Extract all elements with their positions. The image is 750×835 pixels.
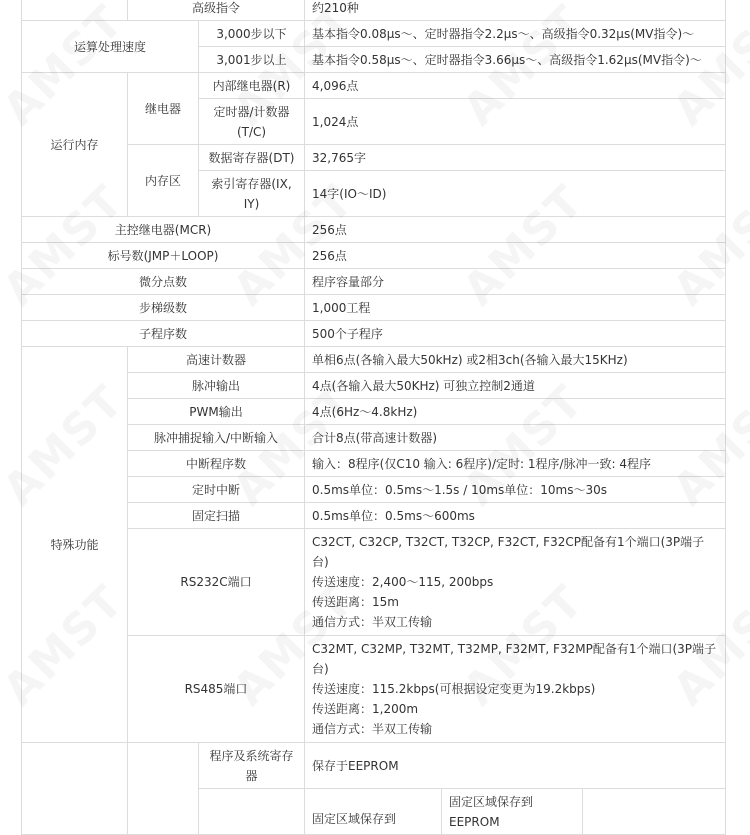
row-sublabel: 数据寄存器(DT) (199, 145, 305, 171)
table-row (22, 529, 726, 636)
row-value: 1,024点 (305, 99, 726, 145)
row-value: 0.5ms单位：0.5ms～600ms (305, 503, 726, 529)
table-row (22, 0, 726, 21)
row-sublabel: 高速计数器 (128, 347, 305, 373)
rs232-line: C32CT, C32CP, T32CT, T32CP, F32CT, F32CP配备有1个端口(3P端子台) (312, 535, 705, 569)
row-value: 32,765字 (305, 145, 726, 171)
row-sublabel: 索引寄存器(IX, IY) (199, 171, 305, 217)
row-sublabel: RS485端口 (128, 636, 305, 743)
table-row (22, 73, 726, 99)
row-sublabel: 脉冲捕捉输入/中断输入 (128, 425, 305, 451)
row-sublabel: 程序及系统寄存器 (199, 743, 305, 789)
row-label: 子程序数 (22, 321, 305, 347)
row-value: 基本指令0.58μs～、定时器指令3.66μs～、高级指令1.62μs(MV指令)～ (305, 47, 726, 73)
spec-table (21, 0, 726, 835)
rs485-line: 传送速度：115.2kbps(可根据设定变更为19.2kbps) (312, 682, 596, 696)
row-sublabel: 定时器/计数器(T/C) (199, 99, 305, 145)
row-label: 主控继电器(MCR) (22, 217, 305, 243)
row-sublabel: 内部继电器(R) (199, 73, 305, 99)
row-value: 基本指令0.08μs～、定时器指令2.2μs～、高级指令0.32μs(MV指令)～ (305, 21, 726, 47)
row-label: 步梯级数 (22, 295, 305, 321)
row-sublabel: 3,000步以下 (199, 21, 305, 47)
row-sublabel: 脉冲输出 (128, 373, 305, 399)
row-label: 高级指令 (128, 0, 305, 21)
row-label: 特殊功能 (22, 347, 128, 743)
row-label: 微分点数 (22, 269, 305, 295)
row-sublabel: 3,001步以上 (199, 47, 305, 73)
row-value: 4点(6Hz～4.8kHz) (305, 399, 726, 425)
rs232-line: 传送距离：15m (312, 595, 399, 609)
row-value: 4,096点 (305, 73, 726, 99)
table-row (22, 503, 726, 529)
row-value: 固定区域保存到EEPROM (442, 789, 583, 835)
row-sublabel: 固定扫描 (128, 503, 305, 529)
row-label: 标号数(JMP＋LOOP) (22, 243, 305, 269)
table-row (22, 295, 726, 321)
row-value: 约210种 (305, 0, 726, 21)
table-row (22, 425, 726, 451)
rs232-line: 通信方式：半双工传输 (312, 615, 433, 629)
row-value: 输入：8程序(仅C10 输入: 6程序)/定时: 1程序/脉冲一致: 4程序 (305, 451, 726, 477)
row-label: 运算处理速度 (22, 21, 199, 73)
rs232-line: 传送速度：2,400～115, 200bps (312, 575, 494, 589)
rs485-line: 传送距离：1,200m (312, 702, 419, 716)
rs485-line: 通信方式：半双工传输 (312, 722, 433, 736)
row-value: 合计8点(带高速计数器) (305, 425, 726, 451)
row-sublabel: 内存区 (128, 145, 199, 217)
row-value: 保存于EEPROM (305, 743, 726, 789)
table-row (22, 373, 726, 399)
row-sublabel: RS232C端口 (128, 529, 305, 636)
row-value: 4点(各输入最大50KHz) 可独立控制2通道 (305, 373, 726, 399)
row-value (305, 529, 726, 636)
table-row (22, 743, 726, 789)
row-value: 256点 (305, 217, 726, 243)
table-row (22, 399, 726, 425)
table-row (22, 451, 726, 477)
table-row (22, 477, 726, 503)
row-sublabel: PWM输出 (128, 399, 305, 425)
row-sublabel: 继电器 (128, 73, 199, 145)
row-sublabel: 中断程序数 (128, 451, 305, 477)
row-sublabel: 定时中断 (128, 477, 305, 503)
table-row (22, 269, 726, 295)
table-row (22, 21, 726, 47)
row-value: 14字(IO～ID) (305, 171, 726, 217)
row-value: 程序容量部分 (305, 269, 726, 295)
row-value: 0.5ms单位：0.5ms～1.5s / 10ms单位：10ms～30s (305, 477, 726, 503)
table-row (22, 636, 726, 743)
table-row (22, 145, 726, 171)
row-label: 运行内存 (22, 73, 128, 217)
row-value: 1,000工程 (305, 295, 726, 321)
table-row (22, 347, 726, 373)
rs485-line: C32MT, C32MP, T32MT, T32MP, F32MT, F32MP配备有1个端口(3P端子台) (312, 642, 717, 676)
row-value: 256点 (305, 243, 726, 269)
row-value (305, 636, 726, 743)
row-value: 单相6点(各输入最大50kHz) 或2相3ch(各输入最大15KHz) (305, 347, 726, 373)
table-row (22, 243, 726, 269)
table-row (22, 217, 726, 243)
row-value: 500个子程序 (305, 321, 726, 347)
row-sublabel: 固定区域保存到 (305, 789, 442, 835)
table-row (22, 321, 726, 347)
